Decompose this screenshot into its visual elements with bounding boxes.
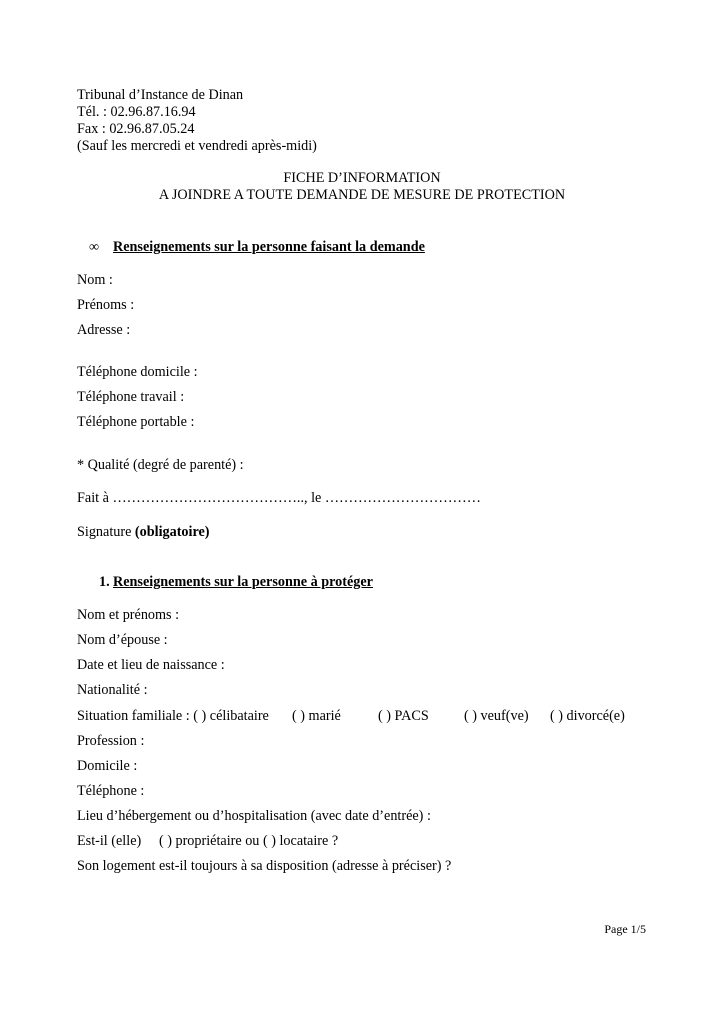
field-telephone-domicile: Téléphone domicile : [77,364,198,380]
option-divorce: ( ) divorcé(e) [550,708,625,724]
option-pacs: ( ) PACS [378,708,429,724]
field-qualite: * Qualité (degré de parenté) : [77,457,244,473]
field-nationalite: Nationalité : [77,682,148,698]
field-naissance: Date et lieu de naissance : [77,657,225,673]
page-number: Page 1/5 [604,922,646,936]
field-profession: Profession : [77,733,145,749]
field-logement-disposition: Son logement est-il toujours à sa disposition (adresse à préciser) ? [77,858,452,874]
option-marie: ( ) marié [292,708,341,724]
field-domicile: Domicile : [77,758,138,774]
field-prenoms: Prénoms : [77,297,135,313]
field-telephone-travail: Téléphone travail : [77,389,185,405]
infinity-bullet-icon: ∞ [89,239,100,255]
field-statut-logement: Est-il (elle) ( ) propriétaire ou ( ) locataire ? [77,833,339,849]
signature-required: (obligatoire) [134,524,210,540]
field-hebergement: Lieu d’hébergement ou d’hospitalisation (avec date d’entrée) : [77,808,431,824]
court-name: Tribunal d’Instance de Dinan [77,87,244,103]
section-protected-number: 1. [99,574,110,590]
field-telephone: Téléphone : [77,783,145,799]
form-subtitle: A JOINDRE A TOUTE DEMANDE DE MESURE DE PROTECTION [158,187,566,203]
field-situation-familiale: Situation familiale : ( ) célibataire [77,708,269,724]
section-protected-heading: Renseignements sur la personne à protéger [113,574,373,590]
section-requester-heading: Renseignements sur la personne faisant la demande [113,239,425,255]
field-adresse: Adresse : [77,322,131,338]
field-nom: Nom : [77,272,113,288]
court-fax: Fax : 02.96.87.05.24 [77,121,195,137]
field-telephone-portable: Téléphone portable : [77,414,195,430]
field-nom-prenoms: Nom et prénoms : [77,607,180,623]
signature-line [77,523,210,541]
court-phone: Tél. : 02.96.87.16.94 [77,104,196,120]
field-nom-epouse: Nom d’épouse : [77,632,168,648]
option-veuf: ( ) veuf(ve) [464,708,529,724]
signature-label: Signature [77,524,135,540]
court-hours-note: (Sauf les mercredi et vendredi après-midi) [77,138,317,154]
form-title: FICHE D’INFORMATION [283,170,441,186]
field-fait-a: Fait à ………………………………….., le …………………………… [77,490,481,506]
